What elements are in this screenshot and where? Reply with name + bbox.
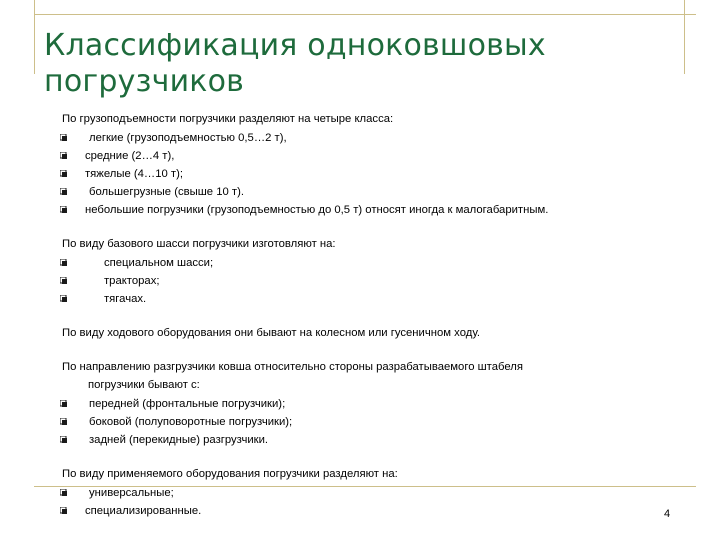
list-item-text: небольшие погрузчики (грузоподъемностью до 0,5 т) относят иногда к малогабаритным.: [85, 204, 549, 216]
list-item-text: задней (перекидные) разгрузчики.: [89, 434, 269, 446]
section-heading: По виду применяемого оборудования погрузчики разделяют на:: [62, 468, 398, 480]
list-item-text: тягачах.: [104, 293, 147, 305]
list-item-text: передней (фронтальные погрузчики);: [89, 398, 286, 410]
square-bullet-icon: [60, 188, 67, 195]
section-unloading: [62, 358, 682, 449]
slide-title-line-1: Классификация одноковшовых: [44, 28, 546, 63]
list-item: [62, 254, 682, 272]
list-item-text: средние (2…4 т),: [85, 150, 175, 162]
list-item: [62, 183, 682, 201]
list-item-text: боковой (полуповоротные погрузчики);: [89, 416, 293, 428]
section-chassis: [62, 235, 682, 308]
section-heading: По виду ходового оборудования они бывают на колесном или гусеничном ходу.: [62, 327, 480, 339]
square-bullet-icon: [60, 295, 67, 302]
square-bullet-icon: [60, 400, 67, 407]
section-equipment: [62, 465, 682, 520]
list-item-text: тяжелые (4…10 т);: [85, 168, 184, 180]
frame-top-line: [34, 14, 696, 15]
frame-right-line: [684, 0, 685, 74]
list-item-text: специальном шасси;: [104, 257, 214, 269]
square-bullet-icon: [60, 206, 67, 213]
list-item-text: универсальные;: [89, 487, 174, 499]
square-bullet-icon: [60, 418, 67, 425]
page-number: 4: [664, 508, 671, 520]
list-item: [62, 484, 682, 502]
section-heading-line-1: По направлению разгрузчики ковша относительно стороны разрабатываемого штабеля: [62, 361, 523, 373]
square-bullet-icon: [60, 277, 67, 284]
section-heading: По виду базового шасси погрузчики изготовляют на:: [62, 238, 336, 250]
section-heading: По грузоподъемности погрузчики разделяют на четыре класса:: [62, 113, 394, 125]
square-bullet-icon: [60, 436, 67, 443]
list-item: [62, 201, 682, 219]
section-running-gear: [62, 324, 682, 342]
section-heading: [62, 358, 682, 394]
frame-left-line: [34, 0, 35, 74]
list-item-text: специализированные.: [85, 505, 202, 517]
section-heading-line-2: погрузчики бывают с:: [88, 379, 200, 391]
square-bullet-icon: [60, 134, 67, 141]
square-bullet-icon: [60, 170, 67, 177]
list-item-text: легкие (грузоподъемностью 0,5…2 т),: [89, 132, 287, 144]
list-item: [62, 147, 682, 165]
list-item: [62, 272, 682, 290]
slide-content: [62, 110, 682, 536]
list-item: [62, 395, 682, 413]
list-item: [62, 290, 682, 308]
square-bullet-icon: [60, 259, 67, 266]
list-item-text: большегрузные (свыше 10 т).: [89, 186, 245, 198]
list-item: [62, 413, 682, 431]
list-item: [62, 165, 682, 183]
list-item: [62, 502, 682, 520]
list-item: [62, 431, 682, 449]
section-capacity: [62, 110, 682, 219]
square-bullet-icon: [60, 507, 67, 514]
list-item-text: тракторах;: [104, 275, 160, 287]
slide-title-line-2: погрузчиков: [44, 64, 245, 99]
square-bullet-icon: [60, 152, 67, 159]
square-bullet-icon: [60, 489, 67, 496]
slide-title: [44, 28, 684, 100]
list-item: [62, 129, 682, 147]
